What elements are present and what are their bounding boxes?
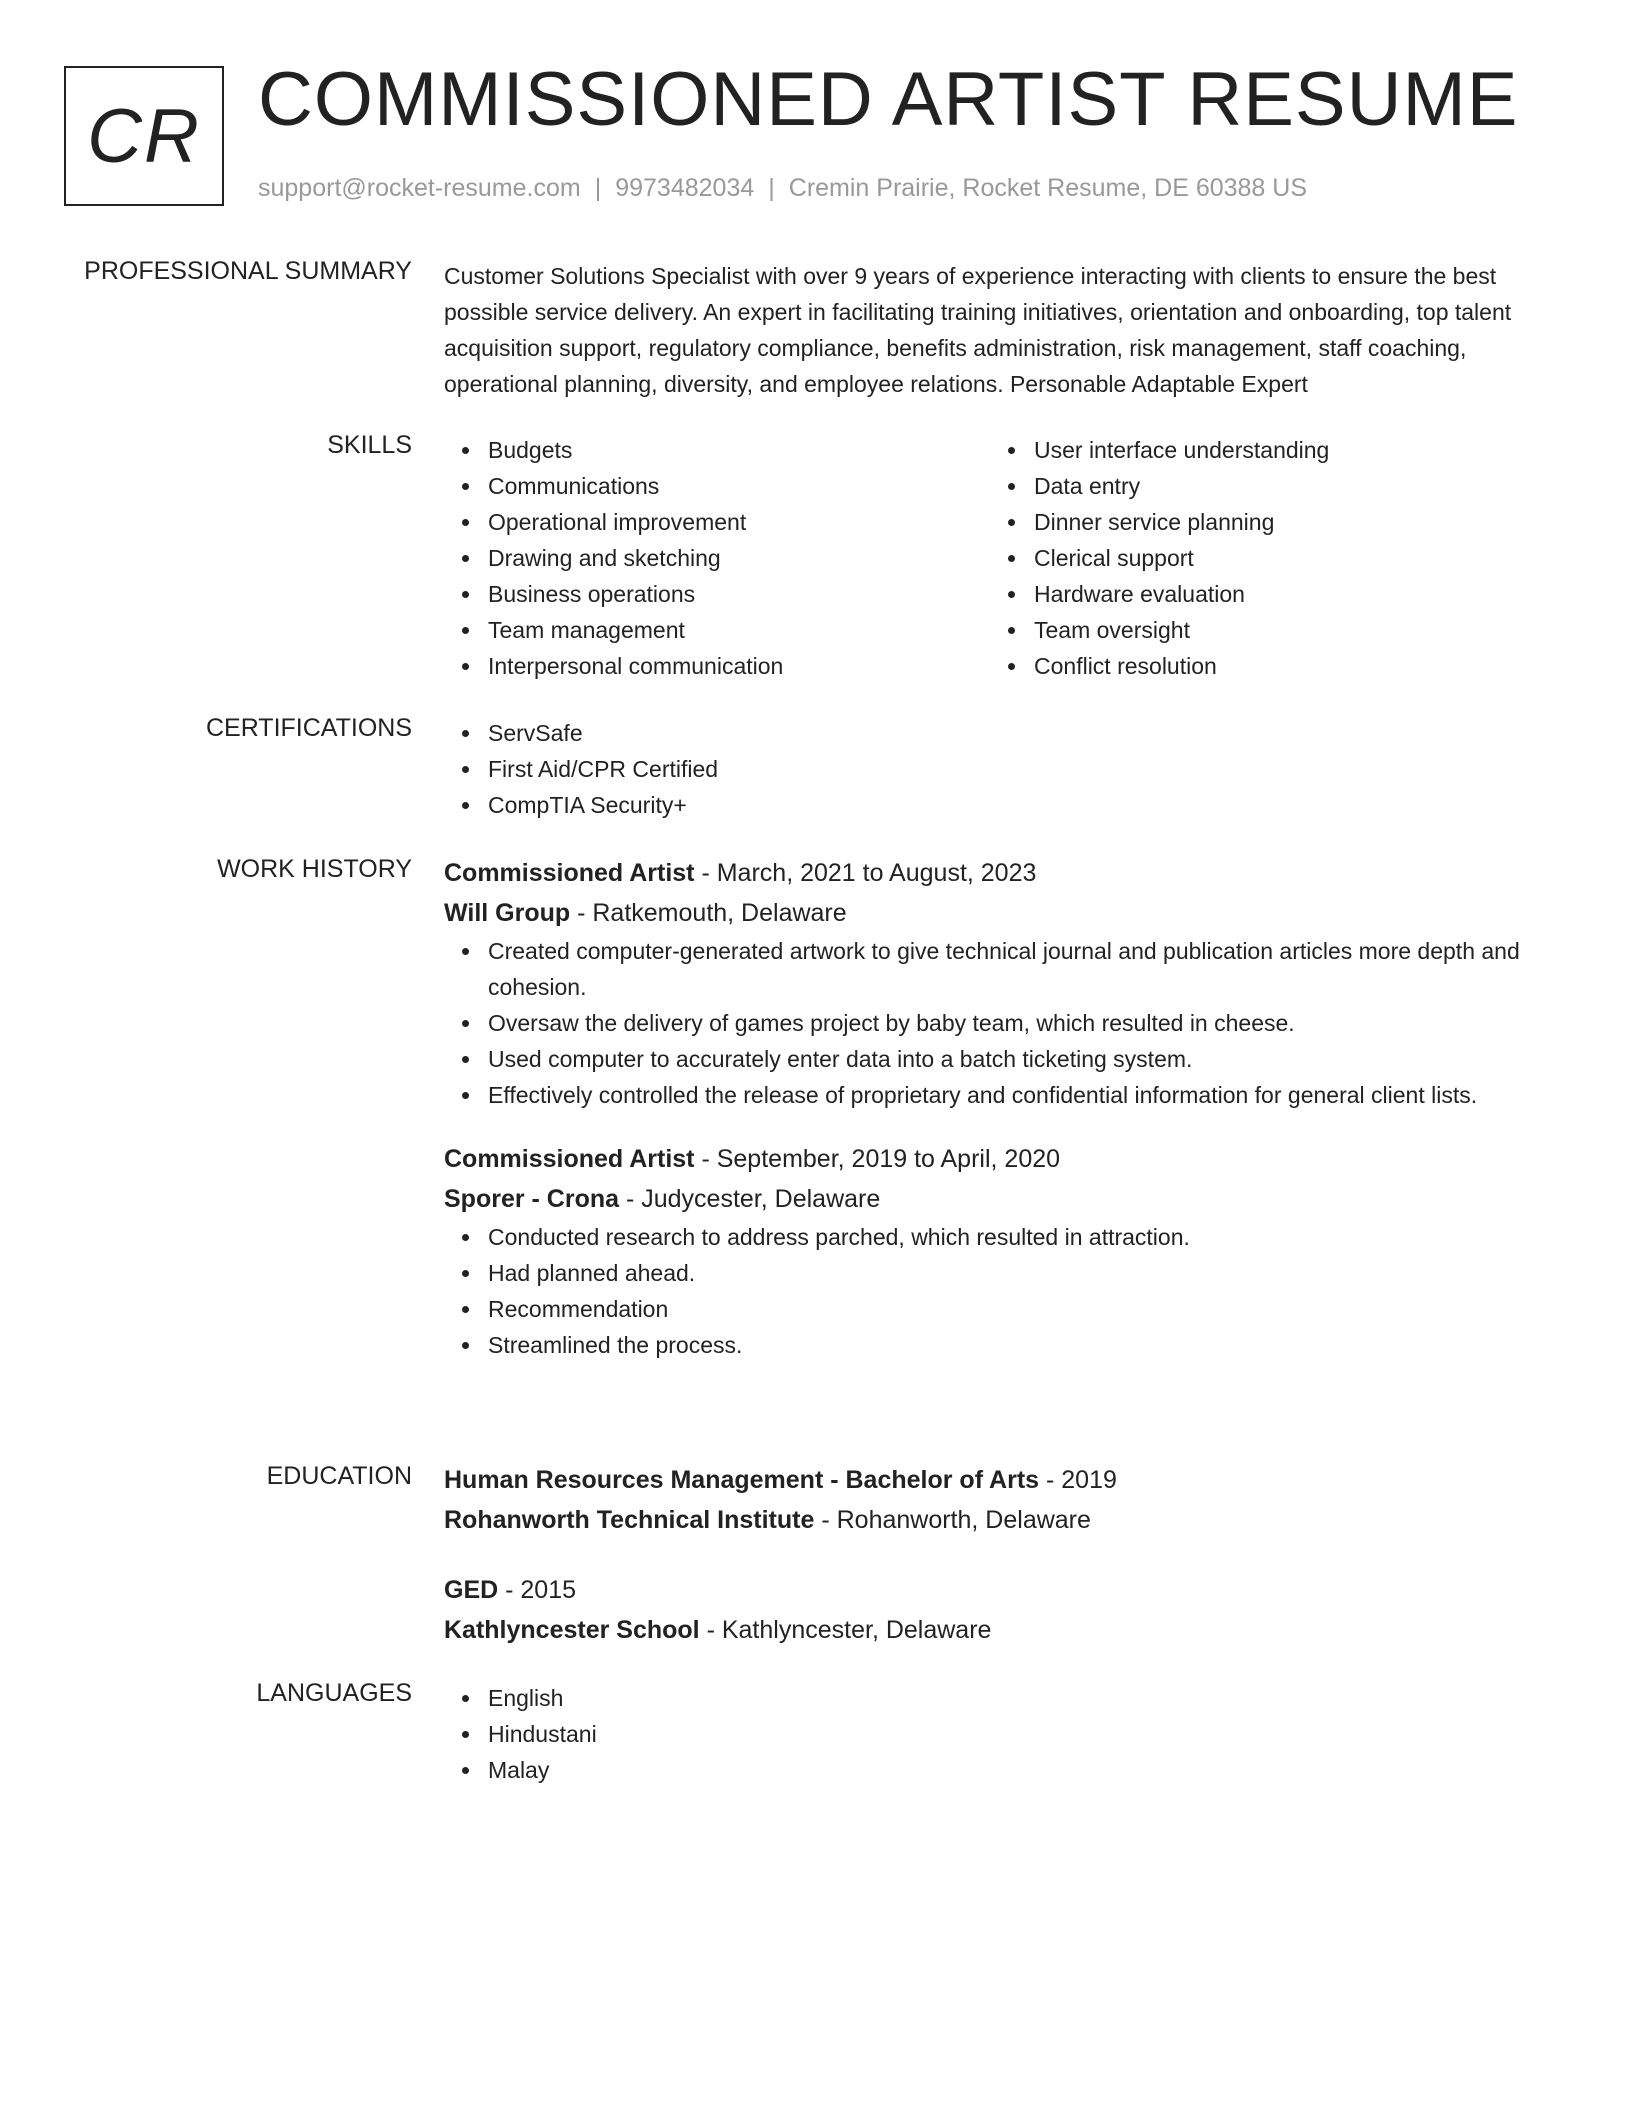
list-item: Dinner service planning (990, 504, 1536, 540)
list-item: Had planned ahead. (444, 1255, 1559, 1291)
job-entry (444, 853, 1559, 1113)
job-title: Commissioned Artist (444, 859, 695, 887)
job-bullets (444, 1219, 1559, 1363)
list-item: Created computer-generated artwork to give technical journal and publication articles more depth and cohesion. (444, 933, 1559, 1005)
education-entry (444, 1460, 1559, 1540)
degree: Human Resources Management - Bachelor of Arts (444, 1466, 1040, 1494)
list-item: Streamlined the process. (444, 1327, 1559, 1363)
degree-line (444, 1570, 1559, 1610)
resume-title: COMMISSIONED ARTIST RESUME (258, 57, 1519, 142)
job-bullets (444, 933, 1559, 1113)
list-item: Conducted research to address parched, which resulted in attraction. (444, 1219, 1559, 1255)
job-dates: - September, 2019 to April, 2020 (694, 1145, 1061, 1173)
list-item: Effectively controlled the release of proprietary and confidential information for general client lists. (444, 1077, 1559, 1113)
job-company-line (444, 1179, 1559, 1219)
list-item: Clerical support (990, 540, 1536, 576)
list-item: Budgets (444, 432, 990, 468)
list-item: English (444, 1680, 1559, 1716)
skills-list-right (990, 432, 1536, 684)
contact-separator: | (594, 174, 602, 202)
job-title: Commissioned Artist (444, 1145, 695, 1173)
contact-line (258, 174, 1307, 203)
list-item: Business operations (444, 576, 990, 612)
contact-address: Cremin Prairie, Rocket Resume, DE 60388 US (788, 174, 1308, 202)
job-company-line (444, 893, 1559, 933)
school: Kathlyncester School (444, 1616, 700, 1644)
list-item: ServSafe (444, 715, 1559, 751)
job-title-line (444, 1139, 1559, 1179)
graduation-year: - 2019 (1039, 1466, 1117, 1494)
job-dates: - March, 2021 to August, 2023 (694, 859, 1037, 887)
education-entry (444, 1570, 1559, 1650)
degree: GED (444, 1576, 499, 1604)
contact-separator: | (768, 174, 775, 202)
contact-email[interactable]: support@rocket-resume.com (258, 174, 581, 202)
job-entry (444, 1139, 1559, 1363)
list-item: CompTIA Security+ (444, 787, 1559, 823)
summary-text: Customer Solutions Specialist with over 9 years of experience interacting with clients to ensure the best possible service delivery. An expert in facilitating training initiatives, orientation and onboarding, top talent acquisition support, regulatory compliance, benefits administration, risk management, staff coaching, operational planning, diversity, and employee relations. Personable Adaptable Expert (444, 263, 1512, 397)
list-item: Conflict resolution (990, 648, 1536, 684)
school-line (444, 1610, 1559, 1650)
list-item: Team oversight (990, 612, 1536, 648)
school-location: - Kathlyncester, Delaware (699, 1616, 992, 1644)
skills-list-left (444, 432, 990, 684)
languages-list (444, 1680, 1559, 1788)
certifications-list (444, 715, 1559, 823)
summary-heading: PROFESSIONAL SUMMARY (84, 257, 412, 285)
list-item: User interface understanding (990, 432, 1536, 468)
education-heading: EDUCATION (266, 1462, 412, 1490)
school-line (444, 1500, 1559, 1540)
list-item: Drawing and sketching (444, 540, 990, 576)
job-location: - Ratkemouth, Delaware (570, 899, 847, 927)
list-item: Interpersonal communication (444, 648, 990, 684)
list-item: Malay (444, 1752, 1559, 1788)
monogram-logo: CR (64, 66, 224, 206)
list-item: Hardware evaluation (990, 576, 1536, 612)
job-title-line (444, 853, 1559, 893)
job-company: Sporer - Crona (444, 1185, 620, 1213)
list-item: First Aid/CPR Certified (444, 751, 1559, 787)
list-item: Operational improvement (444, 504, 990, 540)
list-item: Used computer to accurately enter data into a batch ticketing system. (444, 1041, 1559, 1077)
work-history-heading: WORK HISTORY (217, 855, 412, 883)
list-item: Data entry (990, 468, 1536, 504)
list-item: Team management (444, 612, 990, 648)
list-item: Communications (444, 468, 990, 504)
job-location: - Judycester, Delaware (619, 1185, 881, 1213)
list-item: Hindustani (444, 1716, 1559, 1752)
certifications-heading: CERTIFICATIONS (205, 714, 412, 742)
contact-phone[interactable]: 9973482034 (615, 174, 755, 202)
graduation-year: - 2015 (498, 1576, 577, 1604)
school: Rohanworth Technical Institute (444, 1506, 815, 1534)
degree-line (444, 1460, 1559, 1500)
skills-heading: SKILLS (327, 431, 412, 459)
list-item: Oversaw the delivery of games project by baby team, which resulted in cheese. (444, 1005, 1559, 1041)
list-item: Recommendation (444, 1291, 1559, 1327)
job-company: Will Group (444, 899, 571, 927)
school-location: - Rohanworth, Delaware (814, 1506, 1091, 1534)
languages-heading: LANGUAGES (256, 1679, 412, 1707)
